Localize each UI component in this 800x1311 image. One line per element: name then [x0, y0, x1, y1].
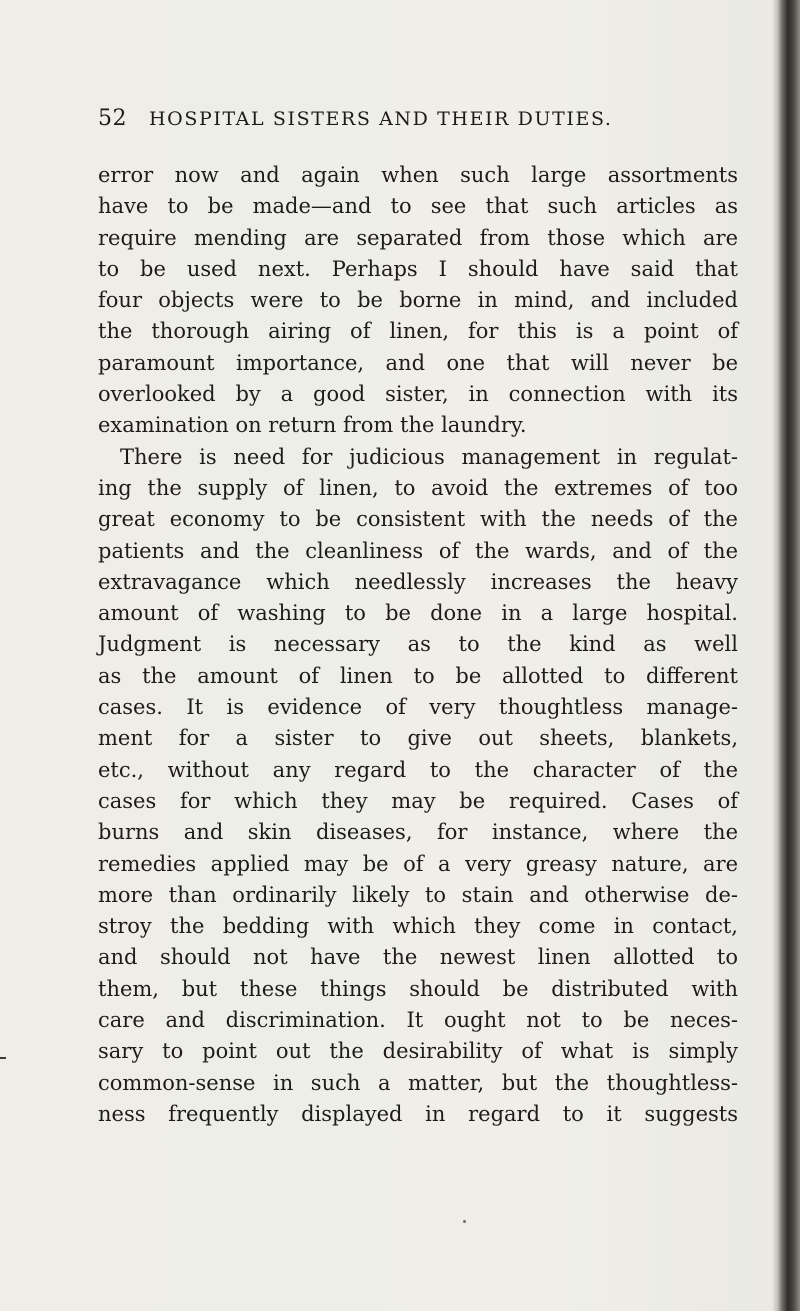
text-line: paramount importance, and one that will never be [98, 350, 738, 375]
text-line: overlooked by a good sister, in connection with its [98, 382, 738, 407]
text-line: ness frequently displayed in regard to it suggests [98, 1101, 738, 1126]
text-line: remedies applied may be of a very greasy nature, are [98, 851, 738, 876]
text-line: Judgment is necessary as to the kind as well [98, 632, 738, 657]
running-head: HOSPITAL SISTERS AND THEIR DUTIES. [149, 108, 613, 130]
margin-mark [0, 1057, 6, 1059]
text-line: as the amount of linen to be allotted to different [98, 663, 738, 688]
text-line: sary to point out the desirability of what is simply [98, 1039, 738, 1064]
text-line: amount of washing to be done in a large hospital. [98, 601, 738, 626]
text-line: ment for a sister to give out sheets, blankets, [98, 726, 738, 751]
text-line: four objects were to be borne in mind, and included [98, 288, 738, 313]
text-line: great economy to be consistent with the needs of the [98, 507, 738, 532]
text-line: ing the supply of linen, to avoid the extremes of too [98, 475, 738, 500]
text-line: the thorough airing of linen, for this is a point of [98, 319, 738, 344]
text-line: examination on return from the laundry. [98, 413, 527, 438]
binding-edge [778, 0, 800, 1311]
paper-speck [463, 1220, 466, 1223]
text-line: error now and again when such large assortments [98, 163, 738, 187]
text-line: require mending are separated from those which are [98, 225, 738, 250]
text-line: to be used next. Perhaps I should have said that [98, 256, 738, 281]
text-line: extravagance which needlessly increases the heavy [98, 569, 738, 594]
text-line: cases for which they may be required. Cases of [98, 788, 738, 813]
text-line: burns and skin diseases, for instance, where the [98, 820, 738, 845]
text-line: them, but these things should be distributed with [98, 976, 738, 1001]
text-line: and should not have the newest linen allotted to [98, 945, 738, 970]
text-line: etc., without any regard to the character of the [98, 757, 738, 782]
text-line: more than ordinarily likely to stain and otherwise de- [98, 882, 738, 907]
text-line: stroy the bedding with which they come in contact, [98, 914, 738, 939]
text-line: care and discrimination. It ought not to be neces- [98, 1008, 738, 1033]
text-line: common-sense in such a matter, but the thoughtless- [98, 1070, 738, 1095]
text-line: There is need for judicious management in regulat- [120, 444, 738, 469]
text-line: patients and the cleanliness of the wards, and of the [98, 538, 738, 563]
text-line: cases. It is evidence of very thoughtless manage- [98, 695, 738, 720]
page-number: 52 [98, 106, 127, 131]
body-text [98, 160, 738, 1130]
page-header [98, 106, 718, 140]
text-line: have to be made—and to see that such articles as [98, 194, 738, 219]
